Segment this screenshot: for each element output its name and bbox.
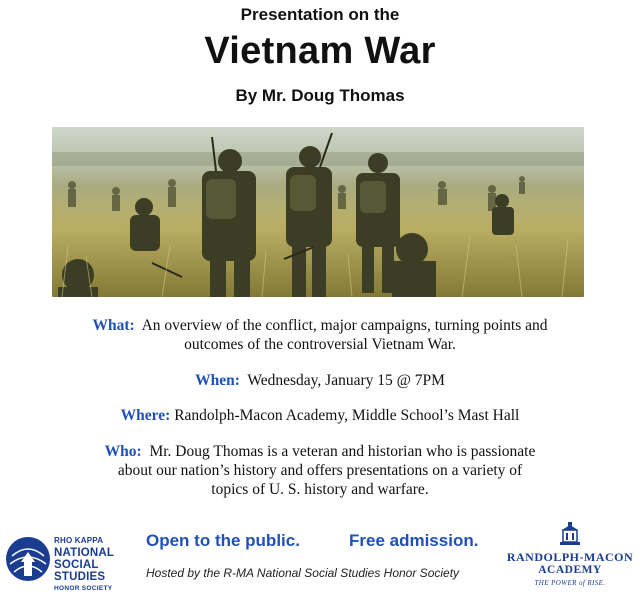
what-text: An overview of the conflict, major campaigns, turning points and (141, 317, 548, 334)
where-text: Randolph-Macon Academy, Middle School’s Mast Hall (174, 407, 520, 424)
what-text-continued: outcomes of the controversial Vietnam War. (184, 336, 456, 353)
who-text-final: topics of U. S. history and warfare. (211, 481, 429, 498)
where-section (0, 406, 640, 425)
when-text: Wednesday, January 15 @ 7PM (247, 372, 445, 389)
who-section (0, 442, 640, 499)
when-label: When: (195, 372, 240, 389)
academy-tagline: THE POWER of RISE. (534, 579, 606, 587)
byline: By Mr. Doug Thomas (235, 86, 405, 105)
when-section (0, 371, 640, 390)
who-text: Mr. Doug Thomas is a veteran and historian who is passionate (149, 443, 536, 460)
soldiers-in-field-photo (52, 127, 584, 297)
org-line-2: NATIONAL (54, 547, 115, 559)
rho-kappa-seal-icon (4, 534, 52, 584)
open-to-public-text: Open to the public. (146, 531, 300, 550)
what-label: What: (92, 317, 135, 334)
hosted-by-text: Hosted by the R-MA National Social Studies Honor Society (146, 566, 460, 580)
org-line-3: SOCIAL (54, 559, 99, 571)
academy-logo (500, 520, 640, 587)
academy-word: ACADEMY (538, 564, 602, 576)
org-line-4: STUDIES (54, 571, 106, 583)
org-line-5: HONOR SOCIETY (54, 585, 113, 592)
free-admission-text: Free admission. (349, 531, 479, 550)
who-label: Who: (104, 443, 142, 460)
who-text-continued: about our nation’s history and offers presentations on a variety of (117, 462, 523, 479)
what-section (0, 316, 640, 354)
page-title: Vietnam War (204, 30, 436, 72)
where-label: Where: (120, 407, 171, 424)
org-line-1: RHO KAPPA (54, 536, 104, 545)
pre-title: Presentation on the (240, 5, 400, 24)
academy-name: RANDOLPH-MACON (506, 550, 634, 564)
academy-crest-icon (558, 520, 582, 548)
rho-kappa-org (54, 535, 114, 595)
